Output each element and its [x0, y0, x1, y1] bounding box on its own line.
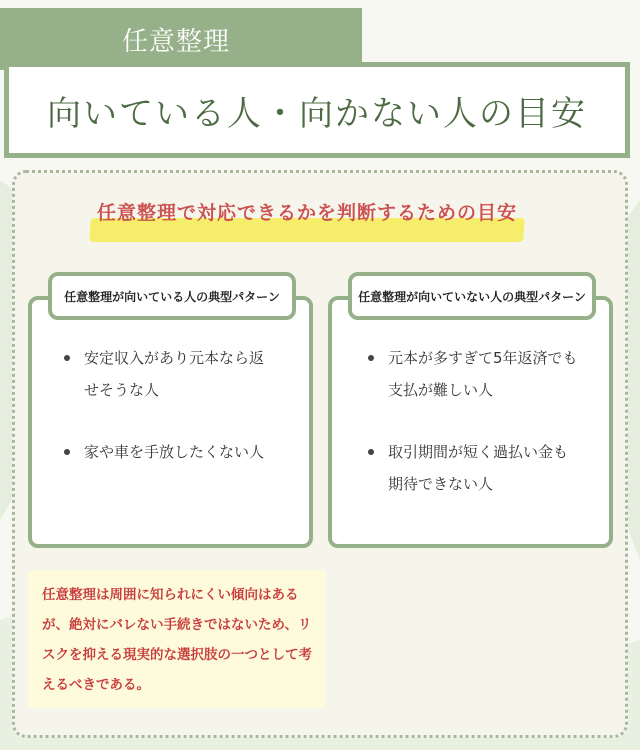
- list-item: 元本が多すぎて5年返済でも支払が難しい人: [362, 342, 582, 406]
- highlight-text: 任意整理で対応できるかを判断するための目安: [96, 202, 517, 224]
- category-tag: 任意整理: [0, 8, 362, 70]
- suitable-heading: 任意整理が向いている人の典型パターン: [48, 272, 296, 320]
- section-highlight: [90, 196, 524, 252]
- list-item: 安定収入があり元本なら返せそうな人: [58, 342, 274, 406]
- warning-note: 任意整理は周囲に知られにくい傾向はあるが、絶対にバレない手続きではないため、リスクを抑える現実的な選択肢の一つとして考えるべきである。: [28, 570, 326, 708]
- unsuitable-heading: 任意整理が向いていない人の典型パターン: [348, 272, 596, 320]
- suitable-list: [58, 342, 274, 498]
- page-title: 向いている人・向かない人の目安: [4, 62, 630, 158]
- unsuitable-list: [362, 342, 582, 530]
- list-item: 家や車を手放したくない人: [58, 436, 274, 468]
- list-item: 取引期間が短く過払い金も期待できない人: [362, 436, 582, 500]
